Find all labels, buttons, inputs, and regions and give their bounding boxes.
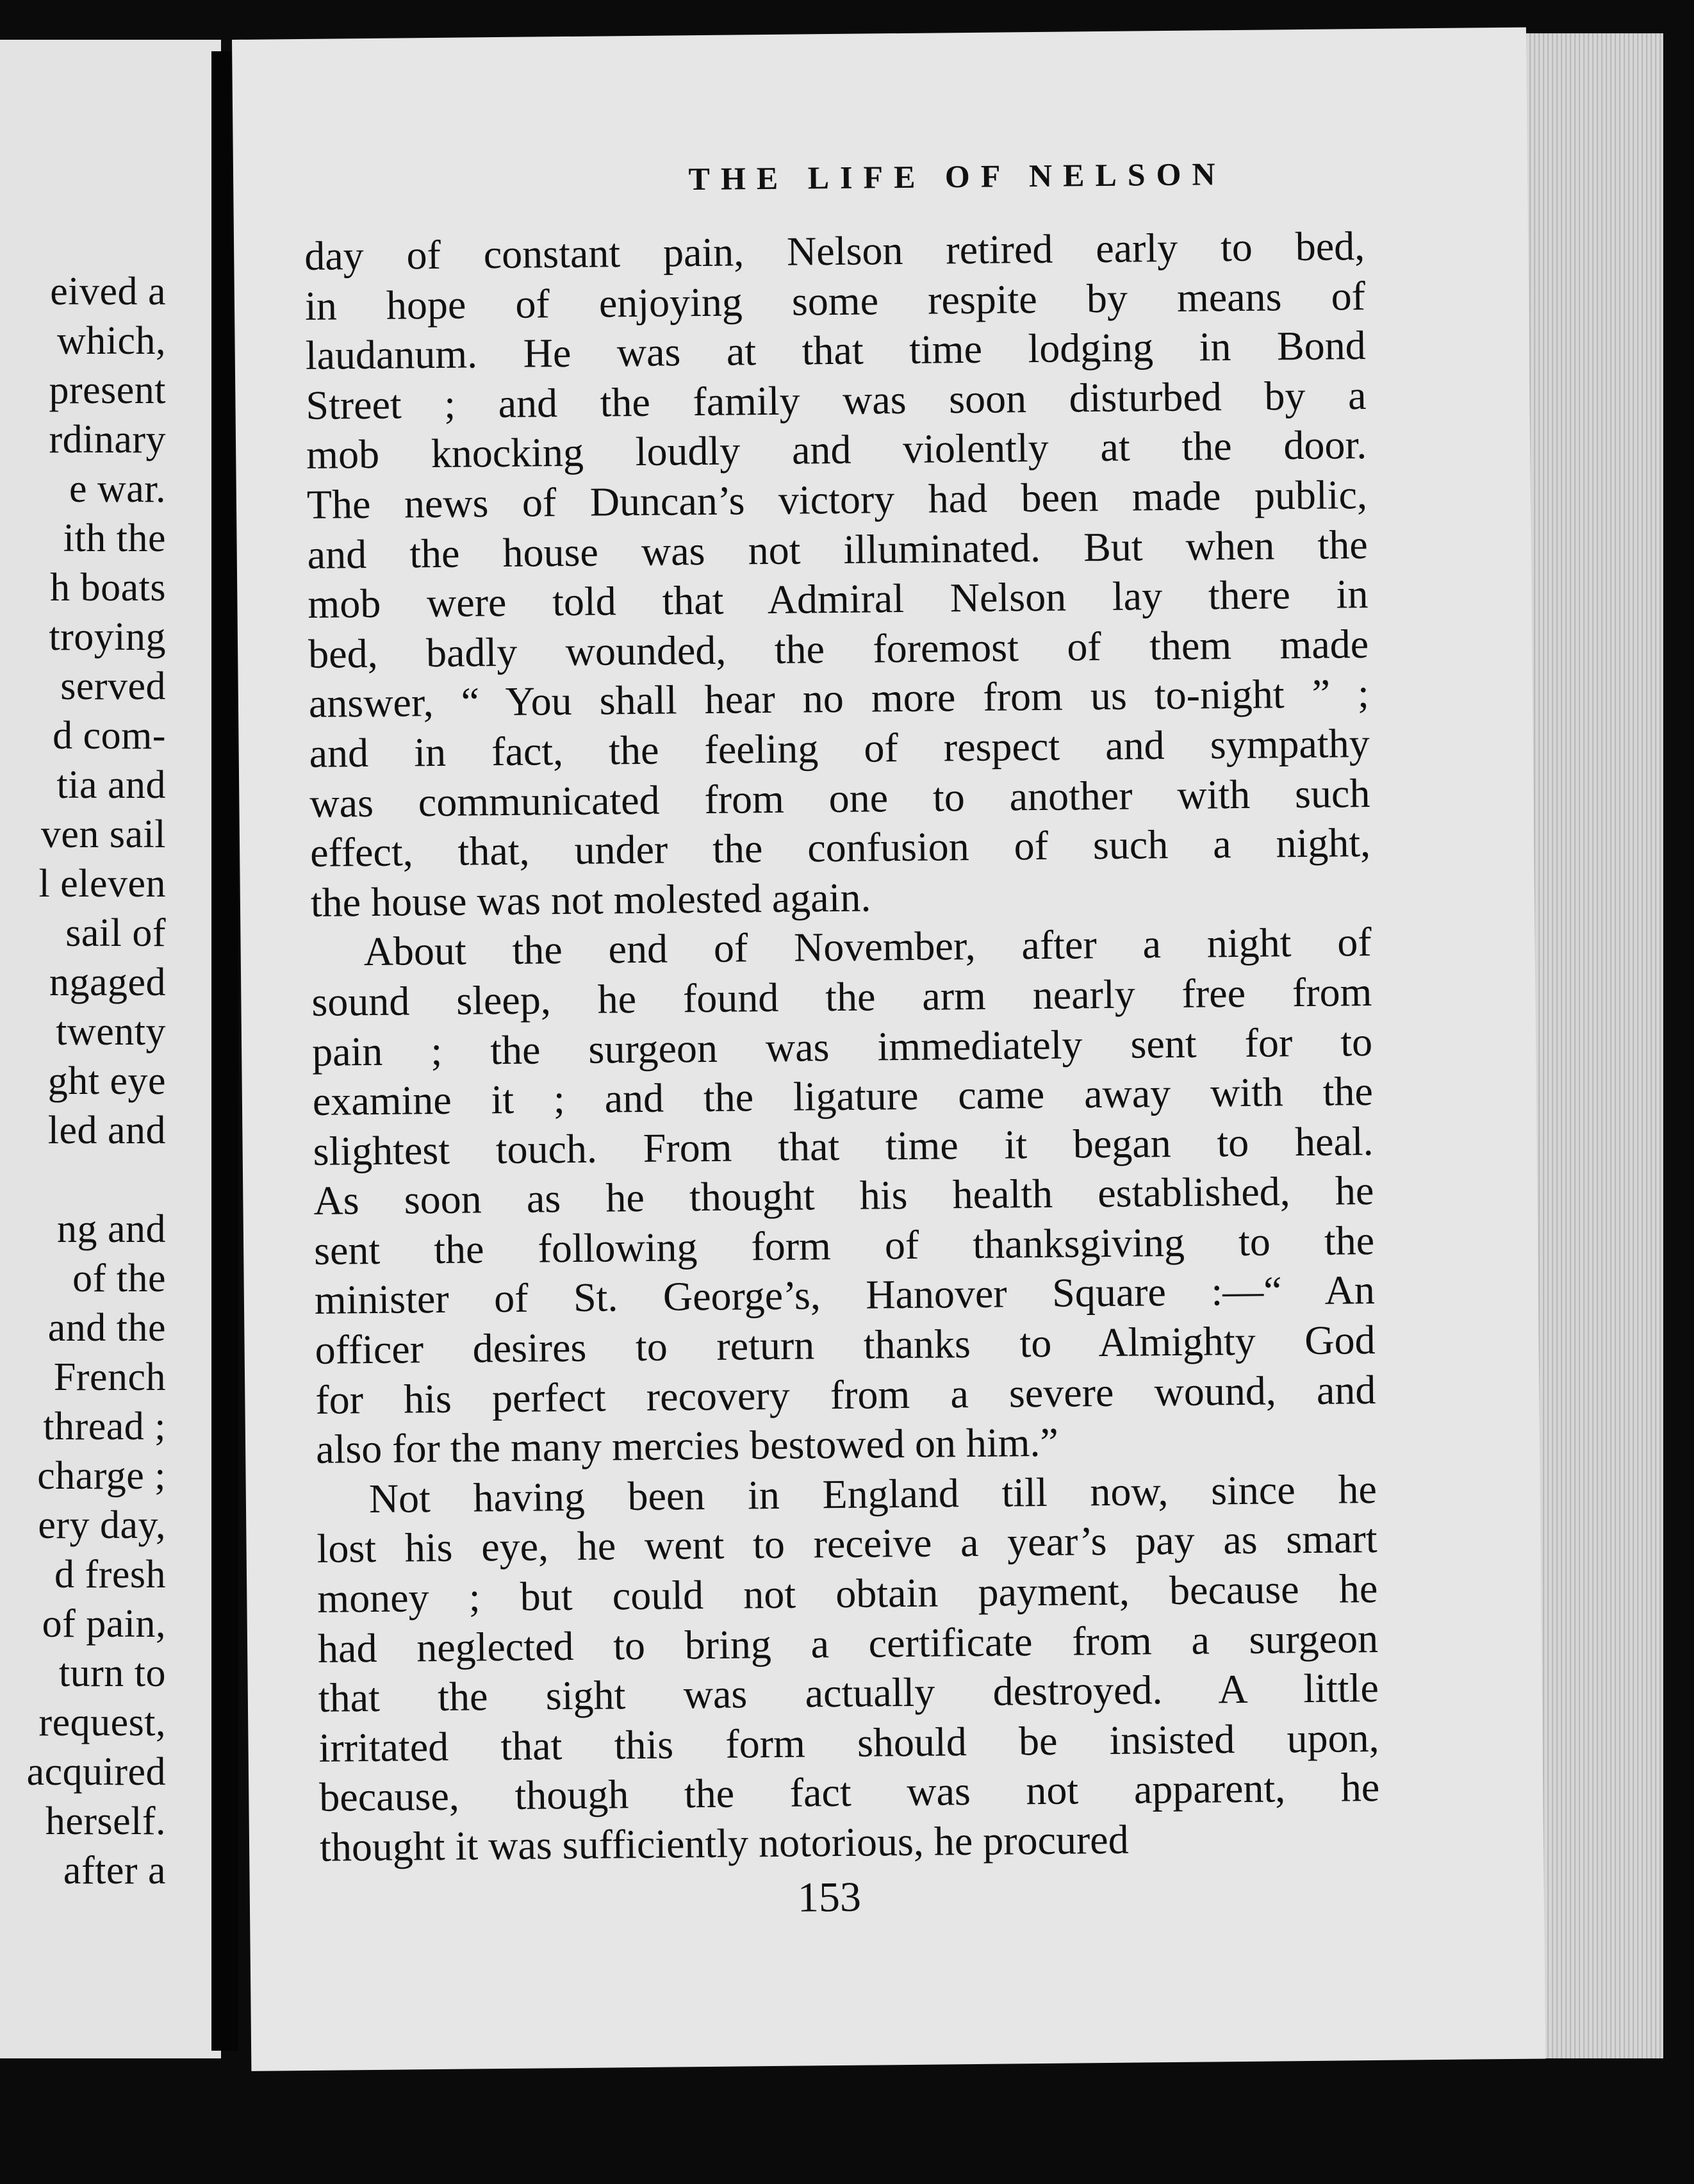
left-page-line: of the <box>72 1257 166 1300</box>
left-page-line: of pain, <box>42 1602 166 1646</box>
left-page-line: l eleven <box>38 862 166 906</box>
left-page-line: present <box>49 368 166 412</box>
left-page-line: tia and <box>56 763 166 807</box>
text-line: officer desires to return thanks to Almighty God <box>315 1317 1376 1373</box>
text-line: About the end of November, after a night of <box>363 919 1372 975</box>
left-page-line: ng and <box>56 1207 166 1251</box>
text-line: and in fact, the feeling of respect and sympathy <box>309 720 1370 776</box>
text-line: examine it ; and the ligature came away with the <box>312 1068 1374 1124</box>
left-page-line: turn to <box>58 1651 166 1695</box>
left-page-line: ith the <box>63 517 166 560</box>
text-line: answer, “ You shall hear no more from us to-night ” ; <box>308 670 1370 727</box>
text-line: slightest touch. From that time it began to heal. <box>313 1118 1374 1174</box>
text-line: effect, that, under the confusion of such a night, <box>309 820 1371 876</box>
left-page-line: sail of <box>65 911 166 955</box>
text-line: As soon as he thought his health established, he <box>313 1168 1374 1224</box>
text-line: lost his eye, he went to receive a year’s pay as smart <box>317 1516 1377 1572</box>
left-page-line: charge ; <box>37 1454 166 1498</box>
text-line: also for the many mercies bestowed on him.” <box>315 1419 1059 1473</box>
text-line: Street ; and the family was soon disturbed by a <box>306 372 1367 428</box>
text-line: sent the following form of thanksgiving to the <box>313 1217 1375 1273</box>
left-page-line <box>27 1155 166 1205</box>
left-page-text <box>27 267 166 1896</box>
right-page <box>232 28 1545 2071</box>
text-line: mob knocking loudly and violently at the door. <box>306 422 1367 478</box>
left-page-line: h boats <box>50 566 166 609</box>
left-page-line: after a <box>63 1849 166 1892</box>
left-page-line: eived a <box>50 270 166 313</box>
left-page <box>0 40 221 2058</box>
left-page-line: French <box>53 1355 166 1399</box>
left-page-line: ngaged <box>49 961 166 1004</box>
text-line: in hope of enjoying some respite by means of <box>304 272 1366 329</box>
text-line: had neglected to bring a certificate from a surgeon <box>317 1615 1379 1671</box>
text-line: pain ; the surgeon was immediately sent for to <box>311 1018 1373 1075</box>
text-line: bed, badly wounded, the foremost of them made <box>308 620 1369 677</box>
text-line: laudanum. He was at that time lodging in Bond <box>305 322 1366 379</box>
text-line: day of constant pain, Nelson retired early to bed, <box>304 223 1365 279</box>
left-page-line: which, <box>56 319 166 363</box>
body-text <box>304 221 1381 1872</box>
left-page-line: request, <box>38 1701 166 1744</box>
text-line: the house was not molested again. <box>310 874 871 925</box>
left-page-line: and the <box>47 1306 166 1350</box>
left-page-line: troying <box>49 615 166 659</box>
left-page-line: ven sail <box>40 813 166 856</box>
left-page-line: d com- <box>53 714 166 757</box>
left-page-line: led and <box>47 1109 166 1152</box>
left-page-line: d fresh <box>54 1553 166 1596</box>
text-line: money ; but could not obtain payment, because he <box>317 1565 1378 1621</box>
text-line: The news of Duncan’s victory had been made public, <box>306 471 1368 527</box>
text-line: mob were told that Admiral Nelson lay there in <box>308 571 1369 627</box>
text-line: irritated that this form should be insisted upon, <box>318 1714 1379 1771</box>
left-page-line: ery day, <box>38 1503 166 1547</box>
text-line: minister of St. George’s, Hanover Square :—“ An <box>314 1267 1376 1323</box>
text-line: for his perfect recovery from a severe wound, and <box>315 1366 1376 1423</box>
page-number: 153 <box>797 1873 862 1921</box>
running-head: THE LIFE OF NELSON <box>688 156 1226 197</box>
text-line: Not having been in England till now, since he <box>368 1466 1377 1521</box>
text-line: was communicated from one to another with such <box>309 770 1370 826</box>
text-line: sound sleep, he found the arm nearly free from <box>311 968 1372 1025</box>
left-page-line: ght eye <box>47 1059 166 1103</box>
left-page-line: e war. <box>69 467 166 511</box>
left-page-line: served <box>60 665 166 708</box>
left-page-line: twenty <box>56 1010 166 1054</box>
left-page-line: thread ; <box>43 1405 166 1448</box>
left-page-line: herself. <box>45 1799 166 1843</box>
text-line: because, though the fact was not apparent, he <box>318 1764 1380 1821</box>
left-page-line: rdinary <box>49 418 166 461</box>
text-line: and the house was not illuminated. But when the <box>307 521 1368 577</box>
text-line: that the sight was actually destroyed. A little <box>318 1665 1379 1721</box>
text-line: thought it was sufficiently notorious, he procured <box>319 1816 1129 1870</box>
left-page-line: acquired <box>26 1750 166 1794</box>
